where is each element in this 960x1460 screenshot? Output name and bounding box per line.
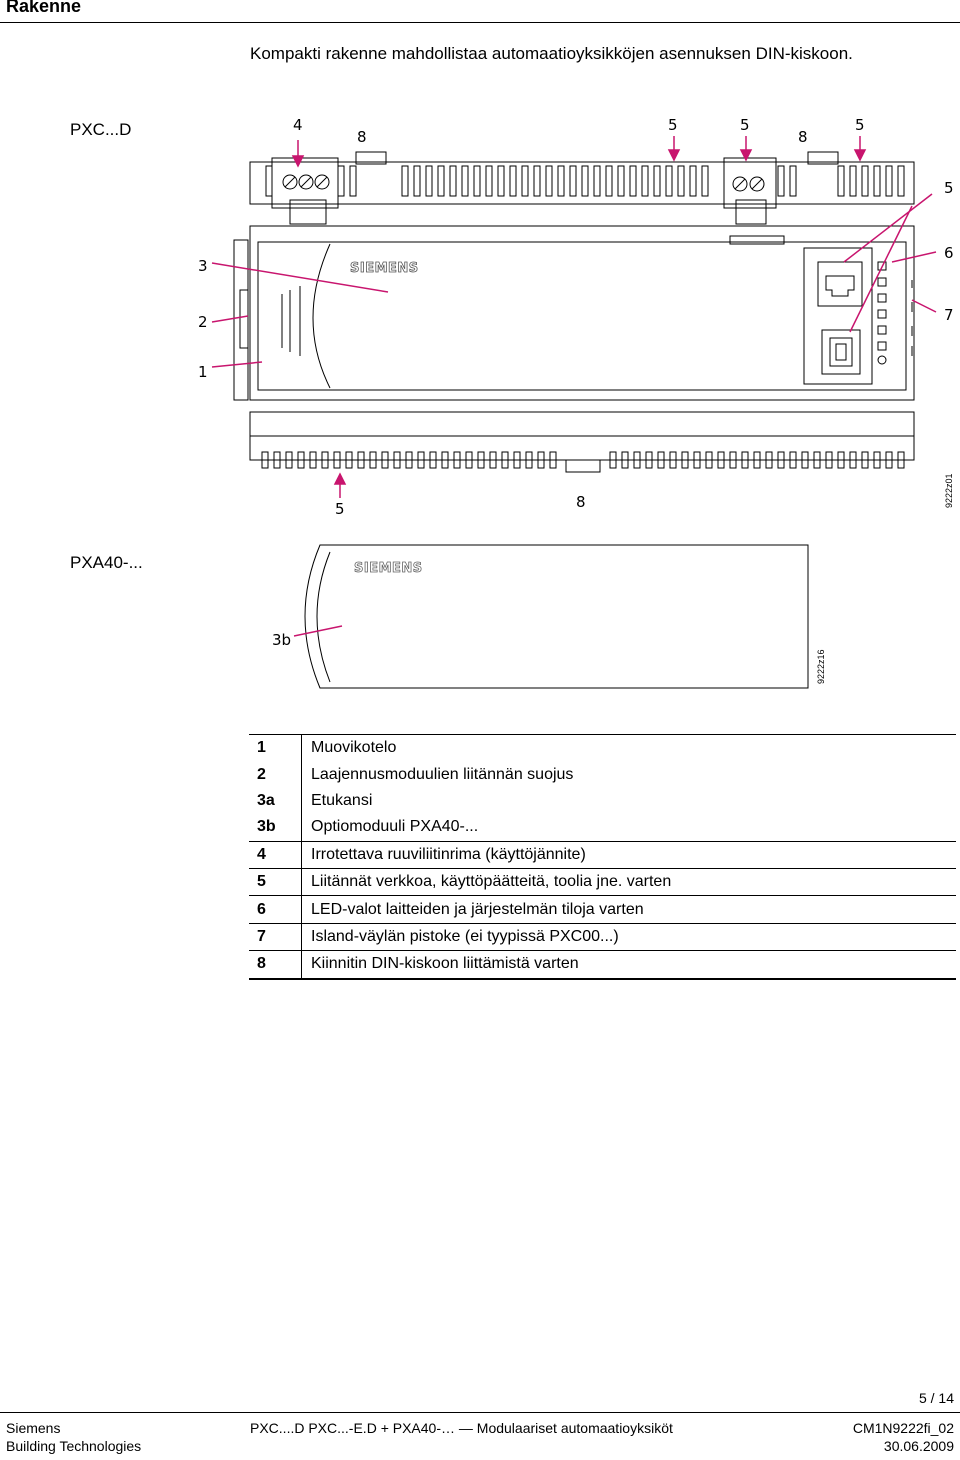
legend-row (249, 951, 956, 979)
callout-8: 8 (576, 493, 586, 511)
legend-row (249, 896, 956, 923)
legend-number: 8 (249, 951, 302, 979)
callout-5: 5 (944, 179, 954, 197)
legend-row (249, 735, 956, 762)
usb-port (822, 330, 860, 374)
footer-rule (0, 1412, 960, 1413)
rj45-port (818, 262, 862, 306)
legend-number: 5 (249, 868, 302, 895)
callout-2: 2 (198, 313, 208, 331)
module-brand-logo: SIEMENS (354, 561, 423, 576)
callout-7: 7 (944, 306, 954, 324)
callout-1: 1 (198, 363, 208, 381)
legend-number: 2 (249, 761, 302, 787)
legend-text: Liitännät verkkoa, käyttöpäätteitä, toolia jne. varten (302, 868, 957, 895)
callout-8: 8 (798, 128, 808, 146)
page-number: 5 / 14 (918, 1390, 954, 1406)
legend-row (249, 761, 956, 787)
legend-text: Optiomoduuli PXA40-... (311, 818, 479, 836)
top-ribs (266, 166, 904, 196)
intro-text: Kompakti rakenne mahdollistaa automaatioyksikköjen asennuksen DIN-kiskoon. (250, 44, 853, 63)
legend-table (249, 734, 956, 980)
callout-3: 3 (198, 257, 208, 275)
pxc-device-figure (0, 100, 960, 530)
module-inner-curve (317, 552, 330, 682)
footer-date: 30.06.2009 (883, 1438, 954, 1454)
footer-product: PXC....D PXC...-E.D + PXA40-… — Modulaariset automaatioyksiköt (250, 1420, 673, 1436)
footer-company: Siemens (6, 1420, 61, 1436)
expansion-cover (234, 240, 248, 400)
callout-5: 5 (855, 116, 865, 134)
legend-text: Island-väylän pistoke (ei tyypissä PXC00...) (302, 923, 957, 950)
callout-3b: 3b (272, 631, 292, 649)
brand-logo: SIEMENS (350, 261, 419, 276)
legend-row (249, 788, 956, 814)
legend-row (249, 814, 956, 841)
legend-text: Kiinnitin DIN-kiskoon liittämistä varten (302, 951, 957, 979)
footer-doc-id: CM1N9222fi_02 (852, 1420, 954, 1436)
legend-text: Muovikotelo (302, 735, 957, 762)
figure1-label: PXC...D (70, 120, 132, 139)
legend-text: Etukansi (311, 791, 373, 809)
callout-8: 8 (357, 128, 367, 146)
legend-number: 1 (249, 735, 302, 762)
callout-6: 6 (944, 244, 954, 262)
legend-text: LED-valot laitteiden ja järjestelmän tiloja varten (302, 896, 957, 923)
figure1-code: 9222z01 (944, 473, 954, 508)
legend-row (249, 868, 956, 895)
legend-number: 4 (249, 841, 302, 868)
pxa40-module-figure (0, 535, 960, 695)
legend-number: 3b (249, 814, 302, 841)
callout-5: 5 (668, 116, 678, 134)
legend-row (249, 841, 956, 868)
front-cover-curve (313, 244, 330, 388)
figure2-code: 9222z16 (816, 649, 826, 684)
legend-text: Laajennusmoduulien liitännän suojus (311, 765, 574, 783)
section-title: Rakenne (6, 0, 82, 16)
callout-5: 5 (335, 500, 345, 518)
figure2-label: PXA40-... (70, 553, 143, 572)
footer-division: Building Technologies (6, 1438, 142, 1454)
legend-number: 6 (249, 896, 302, 923)
callout-4: 4 (293, 116, 303, 134)
legend-row (249, 923, 956, 950)
title-rule (0, 22, 960, 23)
legend-number: 7 (249, 923, 302, 950)
legend-text: Irrotettava ruuviliitinrima (käyttöjännite) (302, 841, 957, 868)
main-housing (250, 226, 914, 400)
callout-5: 5 (740, 116, 750, 134)
legend-number: 3a (249, 788, 302, 814)
din-clip-bottom (566, 460, 600, 472)
